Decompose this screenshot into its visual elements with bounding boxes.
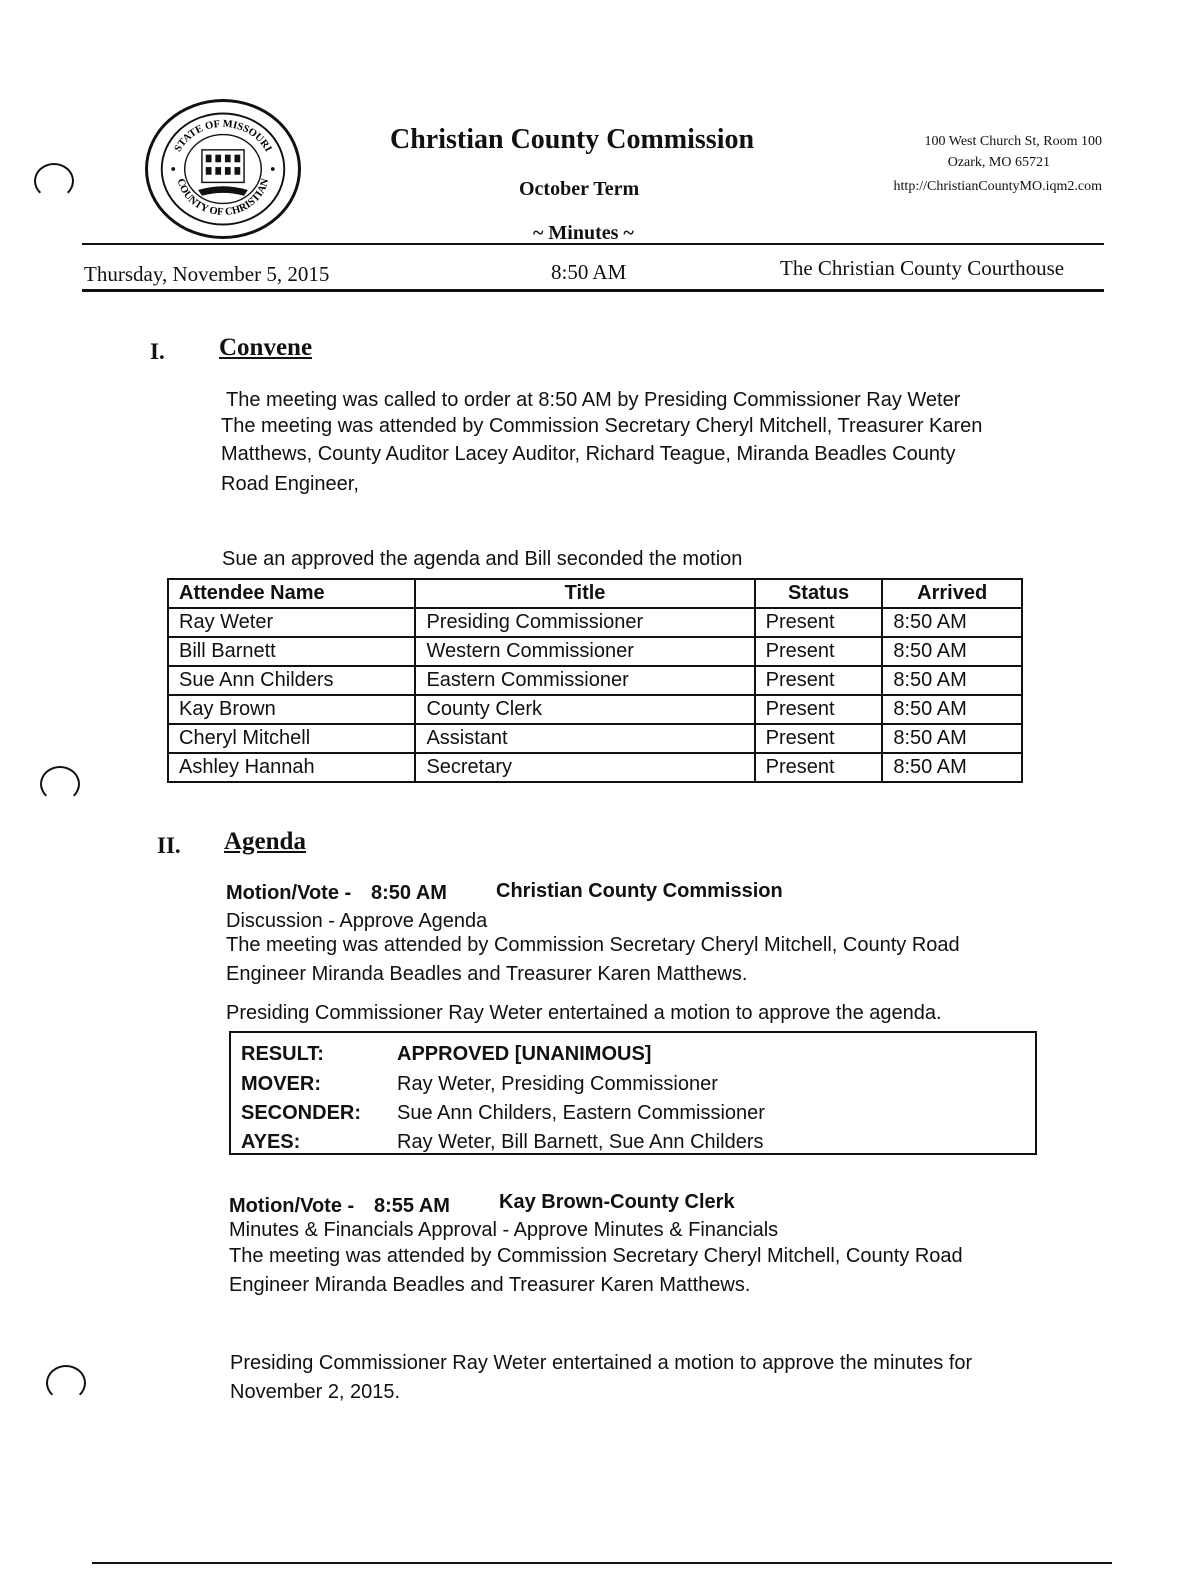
- motion-note: Sue an approved the agenda and Bill seconded the motion: [222, 548, 743, 570]
- document-type: ~ Minutes ~: [533, 222, 634, 244]
- motion-body: Kay Brown-County Clerk: [499, 1191, 735, 1213]
- attendance-line: Engineer Miranda Beadles and Treasurer Karen Matthews.: [226, 963, 748, 985]
- attendee-name: Ashley Hannah: [168, 753, 415, 782]
- motion-label: Motion/Vote -: [226, 882, 352, 904]
- address-line-2: Ozark, MO 65721: [947, 155, 1050, 170]
- convene-line: The meeting was attended by Commission Secretary Cheryl Mitchell, Treasurer Karen: [221, 415, 983, 437]
- vote-row-seconder: [241, 1102, 765, 1125]
- ayes-label: AYES:: [241, 1131, 301, 1153]
- table-row: [168, 695, 1022, 724]
- attendee-name: Cheryl Mitchell: [168, 724, 415, 753]
- meeting-date: Thursday, November 5, 2015: [84, 262, 330, 286]
- attendee-arrived: 8:50 AM: [882, 637, 1022, 666]
- attendance-line: The meeting was attended by Commission Secretary Cheryl Mitchell, County Road: [226, 934, 960, 956]
- header-divider-bottom: [82, 289, 1104, 292]
- attendee-table: [167, 578, 1023, 783]
- seconder-value: Sue Ann Childers, Eastern Commissioner: [397, 1102, 765, 1124]
- motion-text: November 2, 2015.: [230, 1381, 401, 1403]
- meeting-location: The Christian County Courthouse: [780, 256, 1065, 280]
- table-header-row: [168, 579, 1022, 608]
- section-title: Convene: [219, 334, 313, 361]
- attendee-name: Sue Ann Childers: [168, 666, 415, 695]
- motion-time: 8:55 AM: [374, 1195, 450, 1217]
- meeting-time: 8:50 AM: [551, 260, 627, 284]
- table-row: [168, 724, 1022, 753]
- attendee-title: Eastern Commissioner: [415, 666, 754, 695]
- motion-label: Motion/Vote -: [229, 1195, 355, 1217]
- section-title: Agenda: [224, 828, 306, 855]
- binder-hole: [46, 1365, 86, 1401]
- svg-text:STATE OF MISSOURI: STATE OF MISSOURI: [172, 118, 274, 154]
- attendee-arrived: 8:50 AM: [882, 695, 1022, 724]
- section-number: I.: [150, 339, 165, 364]
- attendee-title: Secretary: [415, 753, 754, 782]
- term-label: October Term: [519, 178, 640, 200]
- attendee-arrived: 8:50 AM: [882, 753, 1022, 782]
- attendee-arrived: 8:50 AM: [882, 666, 1022, 695]
- attendee-status: Present: [755, 753, 883, 782]
- address-line-1: 100 West Church St, Room 100: [924, 134, 1102, 149]
- county-seal: [145, 99, 301, 239]
- binder-hole: [40, 766, 80, 802]
- column-header-arrived: Arrived: [882, 579, 1022, 608]
- motion-time: 8:50 AM: [371, 882, 447, 904]
- vote-result-box: [229, 1031, 1037, 1155]
- table-row: [168, 666, 1022, 695]
- attendee-name: Bill Barnett: [168, 637, 415, 666]
- seconder-label: SECONDER:: [241, 1102, 362, 1124]
- result-label: RESULT:: [241, 1043, 324, 1065]
- table-row: [168, 637, 1022, 666]
- mover-label: MOVER:: [241, 1073, 321, 1095]
- table-row: [168, 608, 1022, 637]
- discussion-line: Minutes & Financials Approval - Approve Minutes & Financials: [229, 1219, 779, 1241]
- binder-hole: [34, 163, 74, 199]
- attendee-status: Present: [755, 608, 883, 637]
- website-link[interactable]: http://ChristianCountyMO.iqm2.com: [893, 179, 1102, 194]
- attendance-line: The meeting was attended by Commission Secretary Cheryl Mitchell, County Road: [229, 1245, 963, 1267]
- attendee-arrived: 8:50 AM: [882, 724, 1022, 753]
- attendee-title: Assistant: [415, 724, 754, 753]
- discussion-line: Discussion - Approve Agenda: [226, 910, 488, 932]
- motion-body: Christian County Commission: [496, 880, 783, 902]
- attendee-title: Western Commissioner: [415, 637, 754, 666]
- column-header-name: Attendee Name: [168, 579, 415, 608]
- attendee-arrived: 8:50 AM: [882, 608, 1022, 637]
- section-number: II.: [157, 833, 181, 858]
- table-row: [168, 753, 1022, 782]
- svg-text:COUNTY OF CHRISTIAN: COUNTY OF CHRISTIAN: [174, 177, 272, 219]
- attendee-status: Present: [755, 724, 883, 753]
- attendee-title: County Clerk: [415, 695, 754, 724]
- header-divider: [82, 243, 1104, 245]
- org-title: Christian County Commission: [390, 124, 755, 155]
- vote-row-ayes: [241, 1131, 763, 1154]
- vote-row-result: [241, 1043, 651, 1066]
- attendee-status: Present: [755, 666, 883, 695]
- convene-line: Matthews, County Auditor Lacey Auditor, Richard Teague, Miranda Beadles County: [221, 443, 956, 465]
- motion-text: Presiding Commissioner Ray Weter entertained a motion to approve the agenda.: [226, 1002, 942, 1024]
- vote-row-mover: [241, 1073, 718, 1096]
- result-value: APPROVED [UNANIMOUS]: [397, 1043, 652, 1065]
- attendance-line: Engineer Miranda Beadles and Treasurer Karen Matthews.: [229, 1274, 751, 1296]
- motion-text: Presiding Commissioner Ray Weter entertained a motion to approve the minutes for: [230, 1352, 973, 1374]
- attendee-title: Presiding Commissioner: [415, 608, 754, 637]
- column-header-title: Title: [415, 579, 754, 608]
- attendee-status: Present: [755, 695, 883, 724]
- attendee-status: Present: [755, 637, 883, 666]
- ayes-value: Ray Weter, Bill Barnett, Sue Ann Childers: [397, 1131, 764, 1153]
- mover-value: Ray Weter, Presiding Commissioner: [397, 1073, 718, 1095]
- column-header-status: Status: [755, 579, 883, 608]
- convene-line: Road Engineer,: [221, 473, 359, 495]
- attendee-name: Ray Weter: [168, 608, 415, 637]
- convene-line: The meeting was called to order at 8:50 AM by Presiding Commissioner Ray Weter: [226, 389, 961, 411]
- page-bottom-line: [92, 1562, 1112, 1564]
- attendee-name: Kay Brown: [168, 695, 415, 724]
